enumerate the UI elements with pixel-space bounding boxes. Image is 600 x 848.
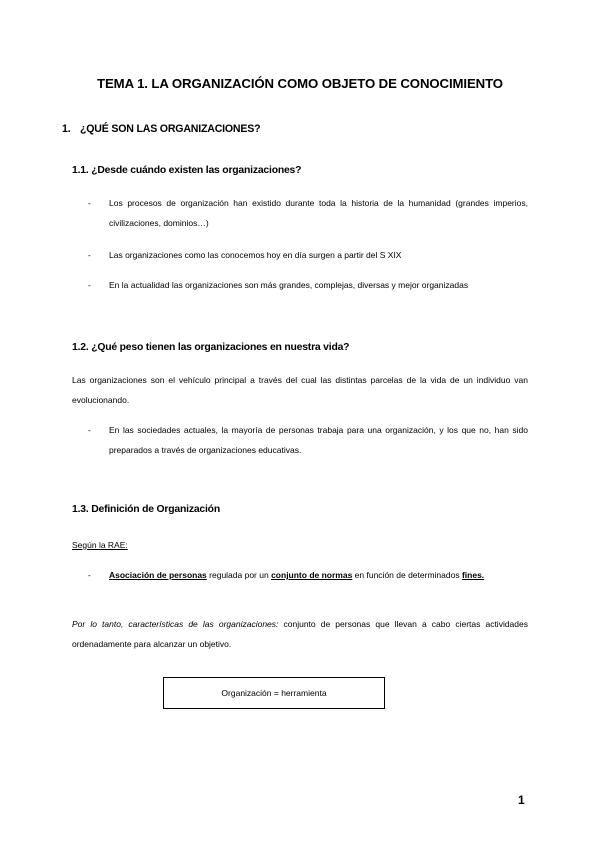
highlight-box: Organización = herramienta [163, 677, 385, 709]
subsection-heading-1-1: 1.1. ¿Desde cuándo existen las organizaciones? [72, 165, 302, 176]
bullet-text: En la actualidad las organizaciones son más grandes, complejas, diversas y mejor organizadas [109, 280, 469, 290]
bullet-item [88, 245, 528, 265]
page-title: TEMA 1. LA ORGANIZACIÓN COMO OBJETO DE CONOCIMIENTO [97, 76, 503, 91]
conclusion-lead: Por lo tanto, características de las organizaciones: [72, 619, 279, 629]
bullet-dash: - [88, 425, 91, 435]
conclusion-text: conjunto de personas que llevan a cabo ciertas actividades ordenadamente para alcanzar un objetivo. [72, 619, 528, 649]
bullet-dash: - [88, 570, 91, 580]
definition-bullet [88, 565, 528, 585]
bullet-item [88, 420, 528, 460]
definition-connector: regulada por un [206, 570, 272, 580]
page-number: 1 [518, 793, 525, 807]
bullet-dash: - [88, 280, 91, 290]
subsection-heading-1-2: 1.2. ¿Qué peso tienen las organizaciones en nuestra vida? [72, 342, 350, 353]
bullet-dash: - [88, 198, 91, 208]
bullet-text: Los procesos de organización han existido durante toda la historia de la humanidad (grandes imperios, civilizaciones, dominios…) [109, 198, 528, 228]
definition-text [109, 565, 528, 585]
bullet-text: Las organizaciones como las conocemos hoy en día surgen a partir del S XIX [109, 250, 402, 260]
definition-term: fines. [461, 570, 485, 580]
bullet-item [88, 193, 528, 233]
subsection-heading-1-3: 1.3. Definición de Organización [72, 504, 220, 515]
section-heading-1 [62, 123, 260, 135]
definition-connector: en función de determinados [352, 570, 462, 580]
paragraph: Las organizaciones son el vehículo principal a través del cual las distintas parcelas de la vida de un individuo van evolucionando. [72, 375, 528, 405]
bullet-dash: - [88, 250, 91, 260]
definition-term: conjunto de normas [271, 570, 353, 580]
definition-source [72, 535, 528, 555]
section-number: 1. [62, 123, 71, 135]
section-title: ¿QUÉ SON LAS ORGANIZACIONES? [80, 123, 261, 135]
bullet-item [88, 275, 528, 295]
bullet-text: En las sociedades actuales, la mayoría de personas trabaja para una organización, y los que no, han sido preparados a través de organizaciones educativas. [109, 425, 528, 455]
conclusion-paragraph [72, 614, 528, 654]
source-label: Según la RAE: [72, 540, 128, 550]
definition-term: Asociación de personas [109, 570, 207, 580]
